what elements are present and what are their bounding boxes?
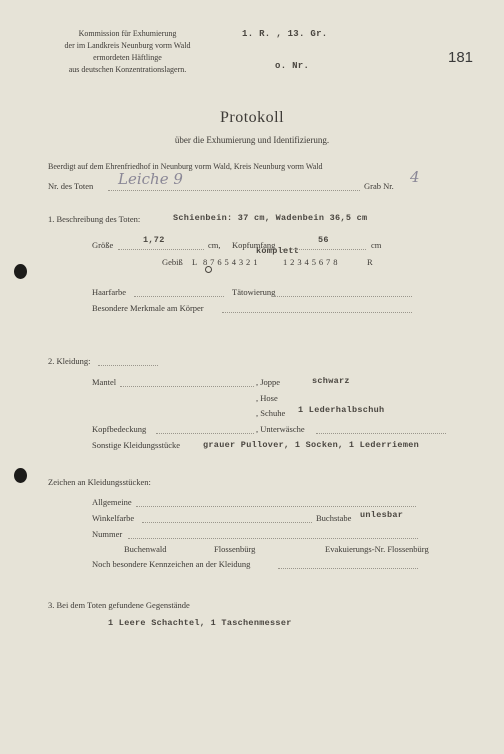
head-circumference-label: Kopfumfang (232, 240, 276, 250)
shoes-label: , Schuhe (256, 408, 286, 418)
head-unit: cm (371, 240, 382, 250)
tooth-marker (205, 266, 212, 273)
height-value: 1,72 (143, 235, 165, 245)
coat-line (120, 386, 254, 387)
evacuation-number-label: Evakuierungs-Nr. Flossenbürg (325, 544, 429, 554)
underwear-line (316, 433, 446, 434)
teeth-left-row: 8 7 6 5 4 3 2 1 (203, 257, 258, 267)
punch-hole-bottom (14, 468, 27, 483)
triangle-color-label: Winkelfarbe (92, 513, 135, 523)
corpse-number-label: Nr. des Toten (48, 181, 94, 191)
commission-line-3: ermordeten Häftlinge (93, 53, 162, 62)
grave-number-value: 4 (410, 168, 420, 186)
teeth-right-row: 1 2 3 4 5 6 7 8 (283, 257, 338, 267)
jacket-label: , Joppe (256, 377, 281, 387)
hair-color-label: Haarfarbe (92, 287, 126, 297)
other-clothing-value: grauer Pullover, 1 Socken, 1 Lederriemen (203, 440, 420, 450)
corpse-number-line (108, 190, 360, 191)
reference-line-1: 1. R. , 13. Gr. (242, 29, 328, 39)
tattoo-line (272, 296, 412, 297)
height-line (118, 249, 204, 250)
corpse-number-value: Leiche 9 (118, 170, 183, 188)
general-label: Allgemeine (92, 497, 132, 507)
document-title: Protokoll (219, 109, 285, 126)
hair-line (134, 296, 224, 297)
letter-value: unlesbar (360, 510, 404, 520)
body-description: Schienbein: 37 cm, Wadenbein 36,5 cm (173, 213, 368, 223)
trousers-label: , Hose (256, 393, 278, 403)
height-label: Größe (92, 240, 114, 250)
teeth-right-marker: R (367, 257, 373, 267)
commission-line-4: aus deutschen Konzentrationslagern. (68, 65, 187, 74)
further-marks-label: Noch besondere Kennzeichen an der Kleidung (92, 559, 251, 569)
other-clothing-label: Sonstige Kleidungsstücke (92, 440, 181, 450)
buchenwald-label: Buchenwald (124, 544, 167, 554)
jacket-value: schwarz (312, 376, 350, 386)
head-circumference-value: 56 (318, 235, 329, 245)
page-number: 181 (448, 49, 474, 66)
found-items-value: 1 Leere Schachtel, 1 Taschenmesser (108, 618, 292, 628)
dentition-complete: komplett (256, 246, 300, 256)
flossenburg-label: Flossenbürg (214, 544, 256, 554)
section-2-heading: 2. Kleidung: (48, 356, 91, 366)
burial-place: Beerdigt auf dem Ehrenfriedhof in Neunburg vorm Wald, Kreis Neunburg vorm Wald (48, 162, 323, 171)
grave-number-label: Grab Nr. (364, 181, 394, 191)
section-1-heading: 1. Beschreibung des Toten: (48, 214, 141, 224)
document-subtitle: über die Exhumierung und Identifizierung. (174, 135, 330, 145)
head-line (282, 249, 366, 250)
further-marks-line (278, 568, 418, 569)
punch-hole-top (14, 264, 27, 279)
special-marks-label: Besondere Merkmale am Körper (92, 303, 204, 313)
underwear-label: , Unterwäsche (256, 424, 305, 434)
reference-line-2: o. Nr. (275, 61, 310, 71)
section-3-heading: 3. Bei dem Toten gefundene Gegenstände (48, 600, 190, 610)
clothing-marks-heading: Zeichen an Kleidungsstücken: (48, 477, 151, 487)
clothing-line (98, 365, 158, 366)
commission-line-1: Kommission für Exhumierung (78, 29, 177, 38)
triangle-line (142, 522, 312, 523)
marks-line (222, 312, 412, 313)
tattoo-label: Tätowierung (232, 287, 276, 297)
letter-label: Buchstabe (316, 513, 352, 523)
number-line (128, 538, 418, 539)
number-label: Nummer (92, 529, 123, 539)
commission-line-2: der im Landkreis Neunburg vorm Wald (64, 41, 191, 50)
headgear-label: Kopfbedeckung (92, 424, 147, 434)
headgear-line (156, 433, 254, 434)
coat-label: Mantel (92, 377, 117, 387)
general-line (136, 506, 416, 507)
teeth-label: Gebiß (162, 257, 183, 267)
shoes-value: 1 Lederhalbschuh (298, 405, 385, 415)
teeth-left-marker: L (192, 257, 198, 267)
height-unit: cm, (208, 240, 221, 250)
